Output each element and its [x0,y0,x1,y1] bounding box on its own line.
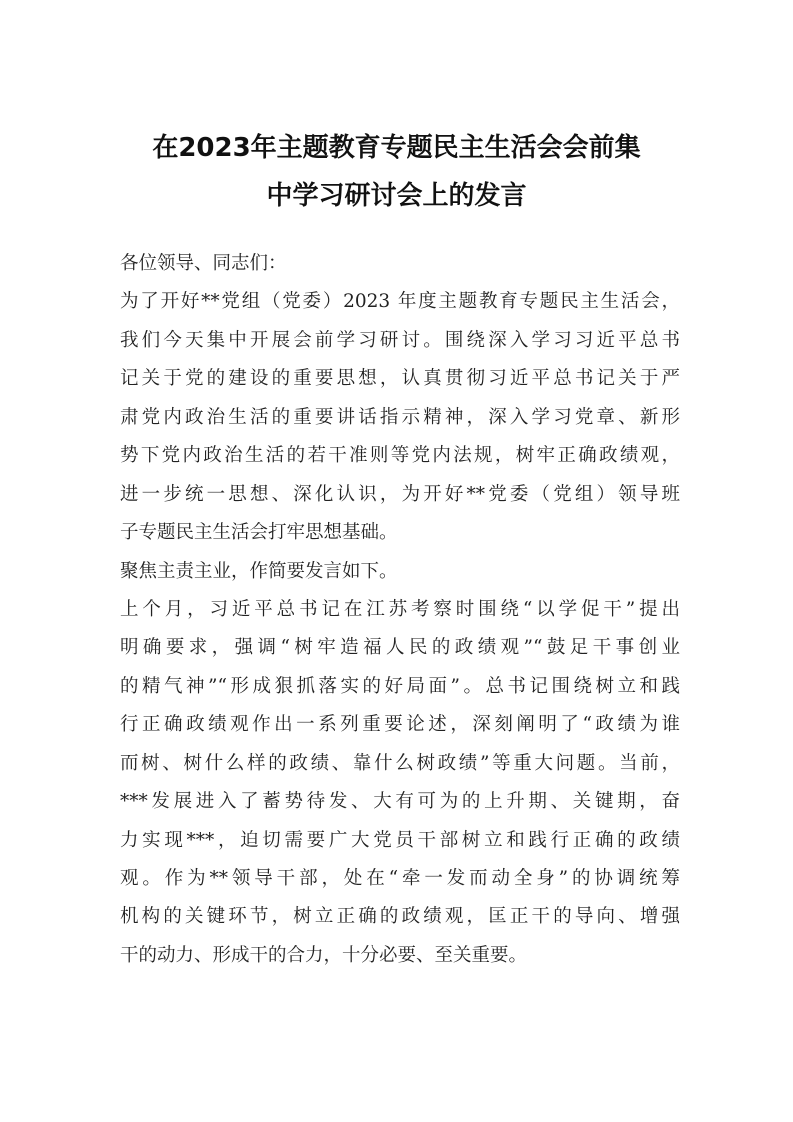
body-text-line: 上个月，习近平总书记在江苏考察时围绕“以学促干”提出 [120,598,680,620]
body-text-line: 的精气神”“形成狠抓落实的好局面”。总书记围绕树立和践 [120,675,680,697]
body-text-line: 我们今天集中开展会前学习研讨。围绕深入学习习近平总书 [120,329,680,351]
body-text-line: 而树、树什么样的政绩、靠什么树政绩”等重大问题。当前， [120,752,680,774]
body-text-line: 肃党内政治生活的重要讲话指示精神，深入学习党章、新形 [120,406,680,428]
body-text-line: 为了开好**党组（党委）2023 年度主题教育专题民主生活会， [120,291,680,313]
body-text-line: 记关于党的建设的重要思想，认真贯彻习近平总书记关于严 [120,368,680,390]
body-text-line: 力实现***，迫切需要广大党员干部树立和践行正确的政绩 [120,829,680,851]
document-body [120,245,680,975]
document-title-line-2: 中学习研讨会上的发言 [266,181,527,211]
body-text-line: 明确要求，强调“树牢造福人民的政绩观”“鼓足干事创业 [120,637,680,659]
body-text-line: 观。作为**领导干部，处在“牵一发而动全身”的协调统筹 [120,868,680,889]
body-text-line: 各位领导、同志们： [120,253,287,274]
document-title-line-1: 在2023年主题教育专题民主生活会会前集 [152,133,641,163]
body-text-line: 行正确政绩观作出一系列重要论述，深刻阐明了“政绩为谁 [120,714,680,736]
body-text-line: 聚焦主责主业，作简要发言如下。 [120,560,398,582]
body-text-line: 子专题民主生活会打牢思想基础。 [120,522,398,544]
body-text-line: 干的动力、形成干的合力，十分必要、至关重要。 [120,944,528,966]
body-text-line: 势下党内政治生活的若干准则等党内法规，树牢正确政绩观， [120,445,680,467]
body-text-line: 进一步统一思想、深化认识，为开好**党委（党组）领导班 [120,483,680,505]
body-text-line: 机构的关键环节，树立正确的政绩观，匡正干的导向、增强 [120,906,680,928]
body-text-line: ***发展进入了蓄势待发、大有可为的上升期、关键期，奋 [120,791,680,813]
